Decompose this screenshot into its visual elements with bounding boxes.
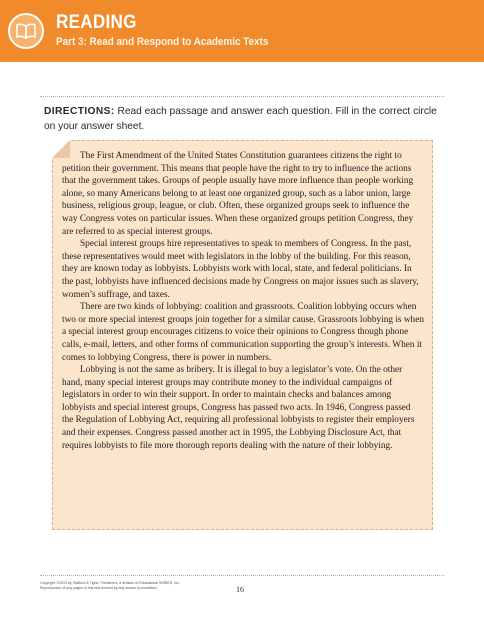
book-icon: [16, 23, 36, 39]
passage-paragraph: There are two kinds of lobbying: coalition and grassroots. Coalition lobbying occurs when two or more special interest groups join together for a similar cause. Grassroots lobbying is when a special interest group encourages citizens to voice their opinions to Congress though phone calls, e-mail, letters, and other forms of communication supporting the group’s interests. When it comes to lobbying Congress, there is power in numbers.: [62, 302, 424, 363]
directions: [44, 104, 444, 134]
footer-divider: [40, 575, 444, 576]
book-badge: [8, 13, 44, 49]
page-number: 16: [236, 585, 244, 594]
divider: [40, 96, 444, 97]
page-title: READING: [56, 12, 137, 33]
directions-text: Read each passage and answer each question. Fill in the correct circle on your answer sheet.: [44, 106, 437, 132]
page-subtitle: Part 3: Read and Respond to Academic Texts: [56, 36, 269, 48]
copyright-notice: [40, 581, 240, 591]
section-header: [0, 0, 484, 62]
passage-paragraph: The First Amendment of the United States Constitution guarantees citizens the right to petition their government. This means that people have the right to try to influence the actions that the government takes. Groups of people usually have more influence than people working alone, so many Americans belong to at least one organized group, such as a labor union, large business, religious group, league, or club. Often, these organized groups seek to influence the way Congress votes on particular issues. When these organized groups petition Congress, they are referred to as special interest groups.: [62, 151, 414, 237]
passage-text: [62, 150, 424, 452]
passage-paragraph: Special interest groups hire representatives to speak to members of Congress. In the past, these representatives would meet with legislators in the lobby of the building. For this reason, they are known today as lobbyists. Lobbyists work with local, state, and federal politicians. In the past, lobbyists have influenced decisions made by Congress on major issues such as slavery, women’s suffrage, and taxes.: [62, 239, 419, 300]
copyright-line: Reproduction of any pages in this test booklet by any means is prohibited.: [40, 586, 158, 590]
copyright-line: Copyright ©2013 by Stafford & Tighe, Publishers, a division of Educational SERIES, Inc.: [40, 581, 181, 585]
directions-label: DIRECTIONS:: [44, 106, 115, 117]
passage-paragraph: Lobbying is not the same as bribery. It is illegal to buy a legislator’s vote. On the other hand, many special interest groups may contribute money to the individual campaigns of legislators in order to win their support. In order to maintain checks and balances among lobbyists and special interest groups, Congress has passed two acts. In 1946, Congress passed the Regulation of Lobbying Act, requiring all professional lobbyists to register their employers and their expenses. Congress passed another act in 1995, the Lobbying Disclosure Act, that requires lobbyists to file more thorough reports dealing with the nature of their lobbying.: [62, 365, 415, 451]
